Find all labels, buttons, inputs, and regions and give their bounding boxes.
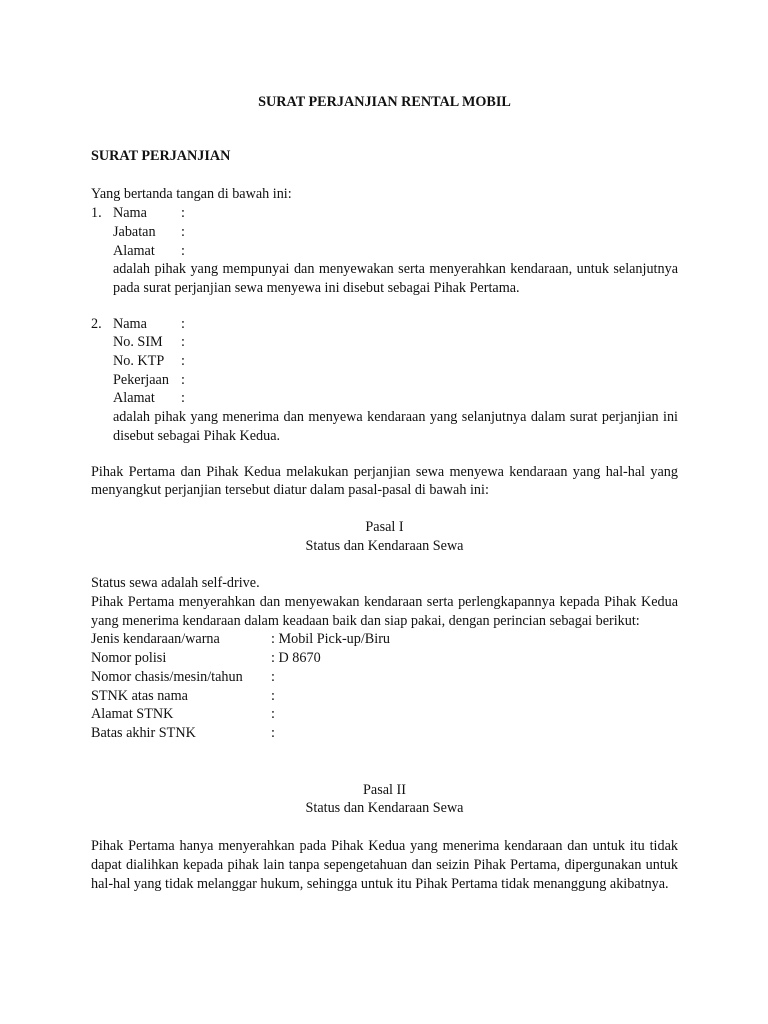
vehicle-label: Alamat STNK	[91, 706, 174, 723]
field-separator: :	[181, 334, 185, 351]
party-fields	[113, 315, 678, 409]
field-separator: :	[181, 353, 185, 370]
field-label: No. KTP	[113, 353, 165, 370]
field-separator: :	[181, 242, 185, 259]
pasal-name: Status dan Kendaraan Sewa	[305, 800, 464, 817]
vehicle-value: :	[271, 706, 275, 723]
pasal-name: Status dan Kendaraan Sewa	[305, 537, 464, 554]
lead-text: Yang bertanda tangan di bawah ini:	[91, 186, 292, 203]
party-description: adalah pihak yang menerima dan menyewa kendaraan yang selanjutnya dalam surat perjanjian ini disebut sebagai Pihak Kedua.	[113, 409, 678, 444]
vehicle-row	[91, 724, 678, 743]
vehicle-label: Jenis kendaraan/warna	[91, 631, 220, 648]
field-row	[113, 204, 678, 223]
field-row	[113, 389, 678, 408]
party-first	[91, 204, 678, 298]
intro-paragraph: Pihak Pertama dan Pihak Kedua melakukan perjanjian sewa menyewa kendaraan yang hal-hal yang menyangkut perjanjian tersebut diatur dalam pasal-pasal di bawah ini:	[91, 463, 678, 499]
field-label: Alamat	[113, 242, 155, 259]
field-separator: :	[181, 390, 185, 407]
vehicle-row	[91, 649, 678, 668]
pasal-1-paragraph: Pihak Pertama menyerahkan dan menyewakan kendaraan serta perlengkapannya kepada Pihak Kedua yang menerima kendaraan dalam keadaan baik dan siap pakai, dengan perincian sebagai berikut:	[91, 594, 678, 629]
party-description: adalah pihak yang mempunyai dan menyewakan serta menyerahkan kendaraan, untuk selanjutnya pada surat perjanjian sewa menyewa ini disebut sebagai Pihak Pertama.	[113, 261, 678, 296]
field-row	[113, 223, 678, 242]
field-row	[113, 333, 678, 352]
vehicle-label: Nomor polisi	[91, 650, 167, 667]
party-number: 1.	[91, 205, 102, 222]
field-row	[113, 371, 678, 390]
vehicle-label: STNK atas nama	[91, 687, 188, 704]
vehicle-value: : Mobil Pick-up/Biru	[271, 631, 391, 648]
pasal-1-heading	[91, 518, 678, 555]
party-fields	[113, 204, 678, 260]
party-body	[113, 315, 678, 446]
vehicle-label: Nomor chasis/mesin/tahun	[91, 668, 243, 685]
field-label: Alamat	[113, 390, 155, 407]
field-row	[113, 242, 678, 261]
party-second	[91, 315, 678, 446]
field-label: No. SIM	[113, 334, 163, 351]
pasal-number: Pasal II	[363, 781, 406, 798]
section-heading: SURAT PERJANJIAN	[91, 147, 231, 164]
field-separator: :	[181, 315, 185, 332]
field-label: Jabatan	[113, 223, 156, 240]
field-label: Pekerjaan	[113, 371, 169, 388]
pasal-number: Pasal I	[365, 518, 404, 535]
document-content	[91, 93, 678, 893]
field-row	[113, 352, 678, 371]
vehicle-row	[91, 705, 678, 724]
field-row	[113, 315, 678, 334]
field-separator: :	[181, 223, 185, 240]
vehicle-row	[91, 630, 678, 649]
field-label: Nama	[113, 315, 147, 332]
field-separator: :	[181, 205, 185, 222]
field-label: Nama	[113, 205, 147, 222]
vehicle-details	[91, 630, 678, 742]
vehicle-value: :	[271, 687, 275, 704]
pasal-2-heading	[91, 781, 678, 818]
vehicle-value: :	[271, 668, 275, 685]
field-separator: :	[181, 371, 185, 388]
party-body	[113, 204, 678, 298]
vehicle-label: Batas akhir STNK	[91, 724, 196, 741]
vehicle-value: : D 8670	[271, 650, 321, 667]
vehicle-row	[91, 687, 678, 706]
party-number: 2.	[91, 315, 102, 332]
pasal-2-paragraph: Pihak Pertama hanya menyerahkan pada Pihak Kedua yang menerima kendaraan dan untuk itu tidak dapat dialihkan kepada pihak lain tanpa sepengetahuan dan seizin Pihak Pertama, dipergunakan untuk hal-hal yang tidak melanggar hukum, sehingga untuk itu Pihak Pertama tidak menanggung akibatnya.	[91, 838, 678, 892]
status-text: Status sewa adalah self-drive.	[91, 575, 260, 592]
vehicle-value: :	[271, 724, 275, 741]
vehicle-row	[91, 668, 678, 687]
document-title: SURAT PERJANJIAN RENTAL MOBIL	[258, 94, 511, 110]
